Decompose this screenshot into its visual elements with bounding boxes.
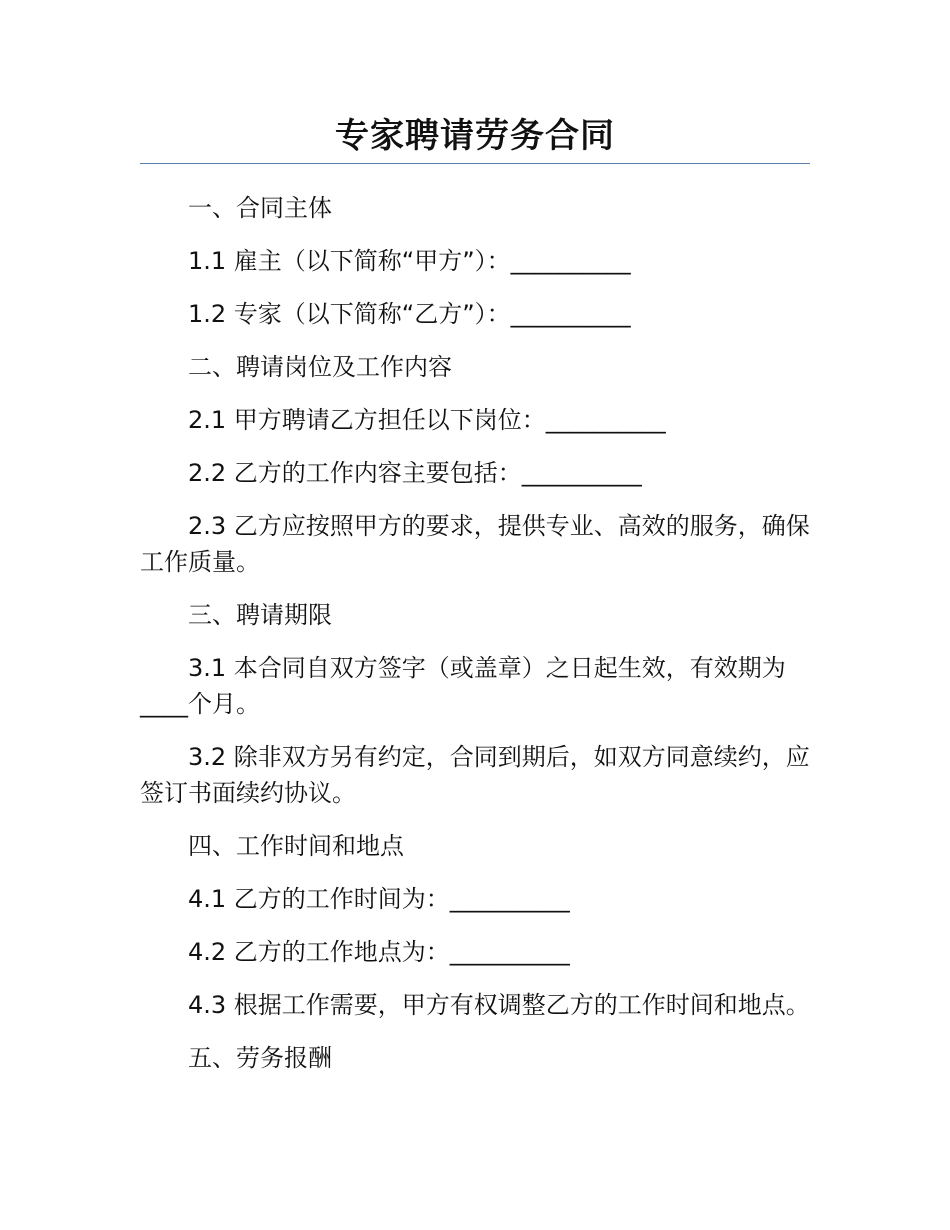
clause-4-1: 4.1 乙方的工作时间为：__________: [188, 885, 570, 913]
clause-2-3: 2.3 乙方应按照甲方的要求，提供专业、高效的服务，确保工作质量。: [140, 512, 810, 576]
section-heading-remuneration: 五、劳务报酬: [188, 1044, 332, 1072]
clause-4-3: 4.3 根据工作需要，甲方有权调整乙方的工作时间和地点。: [188, 991, 810, 1019]
clause-4-2: 4.2 乙方的工作地点为：__________: [188, 938, 570, 966]
clause-2-2: 2.2 乙方的工作内容主要包括：__________: [188, 459, 642, 487]
clause-1-1: 1.1 雇主（以下简称“甲方”）：__________: [188, 247, 631, 275]
title-divider: [140, 163, 810, 164]
section-heading-position: 二、聘请岗位及工作内容: [188, 353, 452, 381]
section-heading-time-location: 四、工作时间和地点: [188, 832, 404, 860]
document-title: 专家聘请劳务合同: [335, 116, 615, 156]
section-heading-parties: 一、合同主体: [188, 194, 332, 222]
clause-1-2: 1.2 专家（以下简称“乙方”）：__________: [188, 300, 631, 328]
document-body: [140, 190, 815, 1076]
clause-2-1: 2.1 甲方聘请乙方担任以下岗位：__________: [188, 406, 666, 434]
clause-3-1: 3.1 本合同自双方签字（或盖章）之日起生效，有效期为____个月。: [140, 654, 786, 718]
section-heading-term: 三、聘请期限: [188, 601, 332, 629]
clause-3-2: 3.2 除非双方另有约定，合同到期后，如双方同意续约，应签订书面续约协议。: [140, 743, 810, 807]
